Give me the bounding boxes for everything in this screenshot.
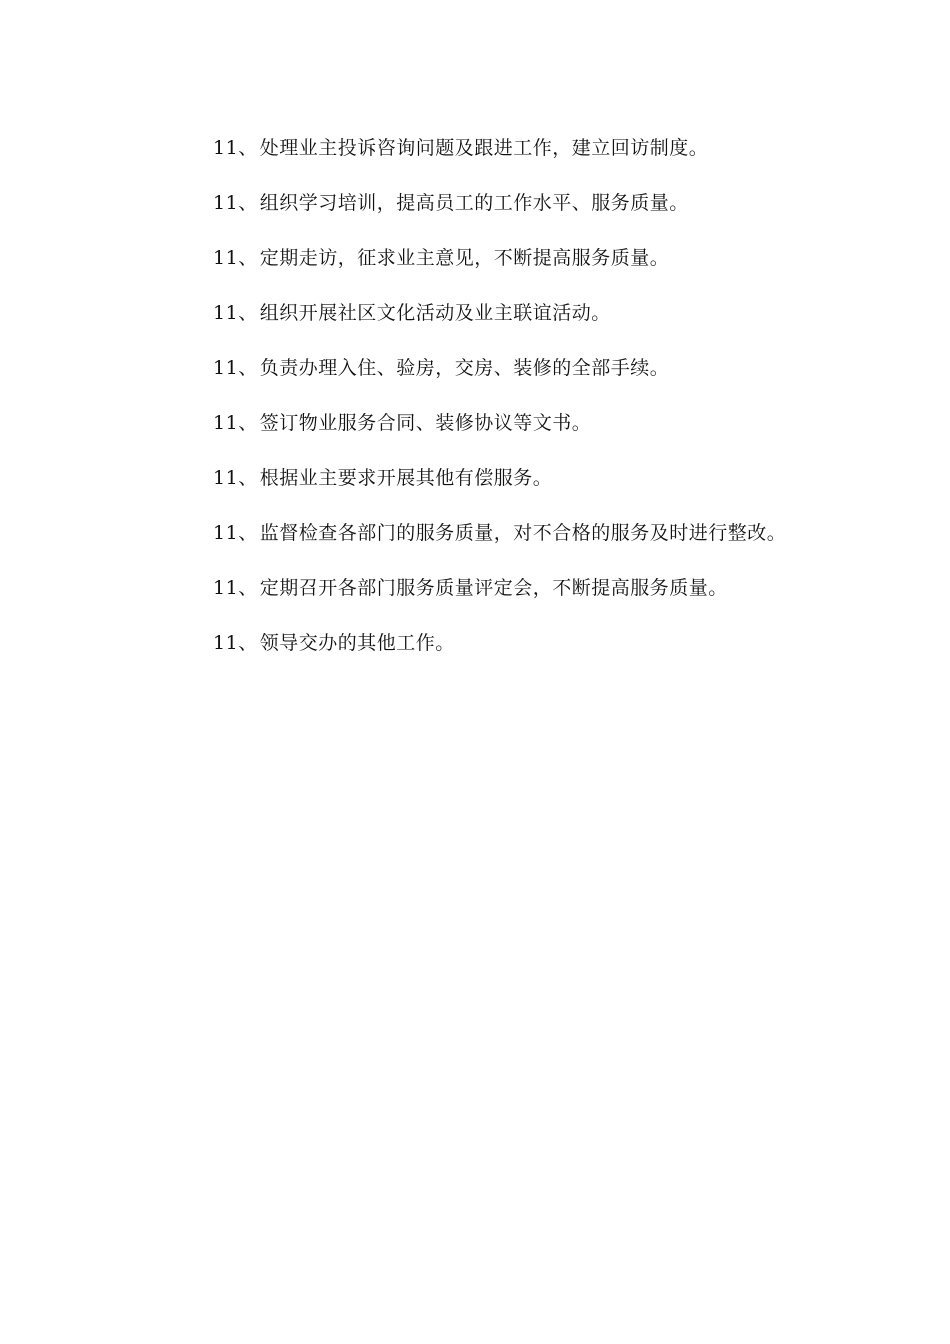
list-item — [213, 244, 913, 299]
item-number: 11 — [213, 302, 239, 324]
list-item — [213, 189, 913, 244]
item-text: 负责办理入住、验房，交房、装修的全部手续。 — [259, 357, 670, 379]
list-item — [213, 354, 913, 409]
list-item — [213, 409, 913, 464]
item-number: 11 — [213, 137, 239, 159]
item-text: 组织学习培训，提高员工的工作水平、服务质量。 — [259, 192, 689, 214]
item-text: 监督检查各部门的服务质量，对不合格的服务及时进行整改。 — [259, 522, 787, 544]
item-number: 11 — [213, 412, 239, 434]
item-text: 根据业主要求开展其他有偿服务。 — [259, 467, 553, 489]
item-number: 11 — [213, 522, 239, 544]
item-separator: 、 — [238, 137, 258, 159]
list-item — [213, 629, 913, 684]
list-item — [213, 519, 913, 574]
item-text: 组织开展社区文化活动及业主联谊活动。 — [259, 302, 611, 324]
item-number: 11 — [213, 357, 239, 379]
item-text: 签订物业服务合同、装修协议等文书。 — [259, 412, 592, 434]
item-separator: 、 — [238, 522, 258, 544]
item-number: 11 — [213, 467, 239, 489]
list-item — [213, 134, 913, 189]
item-separator: 、 — [238, 467, 258, 489]
item-number: 11 — [213, 577, 239, 599]
item-number: 11 — [213, 192, 239, 214]
list-item — [213, 299, 913, 354]
item-text: 定期走访，征求业主意见，不断提高服务质量。 — [259, 247, 670, 269]
item-text: 处理业主投诉咨询问题及跟进工作，建立回访制度。 — [259, 137, 709, 159]
item-separator: 、 — [238, 302, 258, 324]
item-text: 领导交办的其他工作。 — [259, 632, 455, 654]
item-text: 定期召开各部门服务质量评定会，不断提高服务质量。 — [259, 577, 728, 599]
item-number: 11 — [213, 247, 239, 269]
item-separator: 、 — [238, 357, 258, 379]
list-item — [213, 464, 913, 519]
list-item — [213, 574, 913, 629]
item-separator: 、 — [238, 577, 258, 599]
item-separator: 、 — [238, 632, 258, 654]
item-separator: 、 — [238, 412, 258, 434]
item-separator: 、 — [238, 247, 258, 269]
item-separator: 、 — [238, 192, 258, 214]
duty-list — [213, 134, 913, 684]
item-number: 11 — [213, 632, 239, 654]
